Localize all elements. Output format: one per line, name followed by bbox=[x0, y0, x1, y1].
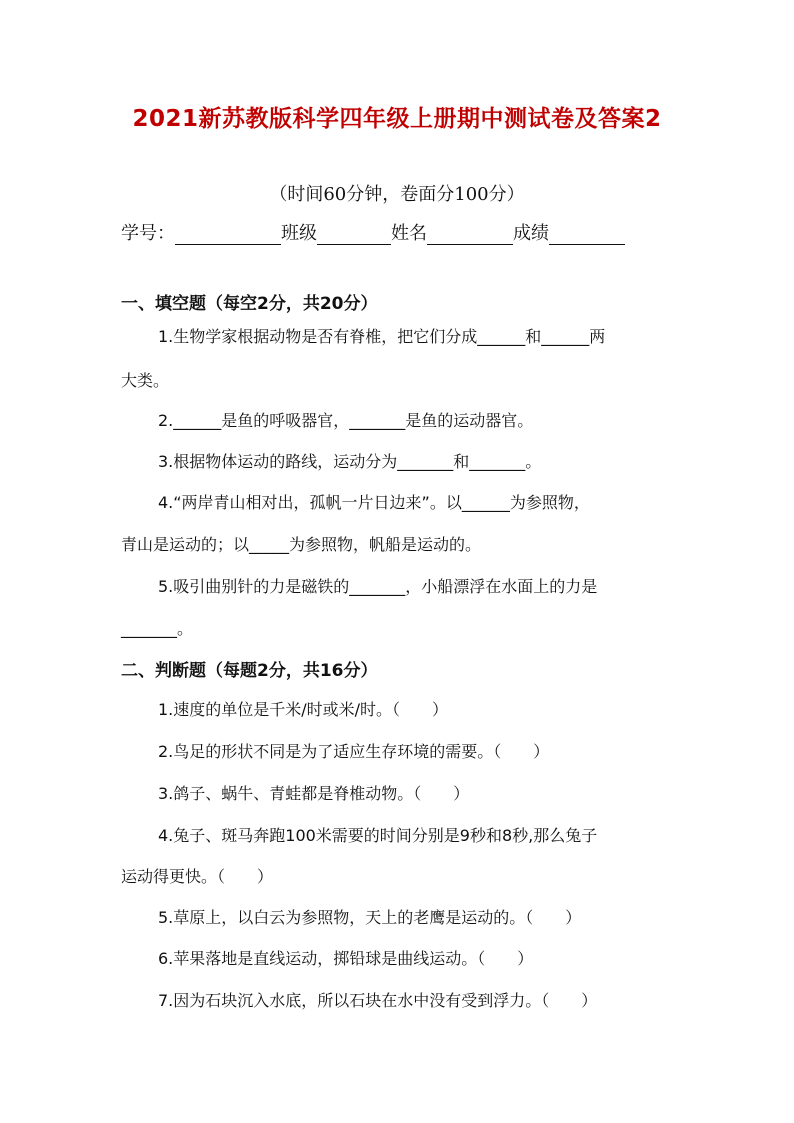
judge-q2: 2.鸟足的形状不同是为了适应生存环境的需要。（ ） bbox=[158, 742, 550, 761]
fill-q1-line1: 1.生物学家根据动物是否有脊椎，把它们分成______和______两 bbox=[158, 327, 606, 346]
score-label: 成绩 bbox=[513, 223, 549, 244]
score-blank[interactable] bbox=[549, 224, 625, 245]
fill-q4-line2: 青山是运动的；以_____为参照物，帆船是运动的。 bbox=[121, 535, 482, 554]
name-label: 姓名 bbox=[391, 223, 427, 244]
section-1-heading: 一、填空题（每空2分，共20分） bbox=[121, 294, 378, 314]
judge-q5: 5.草原上，以白云为参照物，天上的老鹰是运动的。（ ） bbox=[158, 908, 582, 927]
judge-q7: 7.因为石块沉入水底，所以石块在水中没有受到浮力。（ ） bbox=[158, 991, 598, 1010]
judge-q3: 3.鸽子、蜗牛、青蛙都是脊椎动物。（ ） bbox=[158, 784, 470, 803]
section-2-heading: 二、判断题（每题2分，共16分） bbox=[121, 661, 378, 681]
student-info-line bbox=[121, 219, 625, 245]
exam-title: 2021新苏教版科学四年级上册期中测试卷及答案2 bbox=[132, 106, 662, 132]
judge-q4-line1: 4.兔子、斑马奔跑100米需要的时间分别是9秒和8秒,那么兔子 bbox=[158, 826, 598, 845]
class-label: 班级 bbox=[281, 223, 317, 244]
fill-q4-line1: 4.“两岸青山相对出，孤帆一片日边来”。以______为参照物， bbox=[158, 493, 590, 512]
exam-subtitle: （时间60分钟，卷面分100分） bbox=[269, 184, 525, 205]
name-blank[interactable] bbox=[427, 224, 513, 245]
judge-q1: 1.速度的单位是千米/时或米/时。（ ） bbox=[158, 700, 449, 719]
fill-q3: 3.根据物体运动的路线，运动分为_______和_______。 bbox=[158, 452, 542, 471]
fill-q2: 2.______是鱼的呼吸器官，_______是鱼的运动器官。 bbox=[158, 411, 534, 430]
judge-q6: 6.苹果落地是直线运动，掷铅球是曲线运动。（ ） bbox=[158, 949, 534, 968]
student-id-label: 学号： bbox=[121, 223, 175, 244]
fill-q5-line2: _______。 bbox=[121, 619, 194, 638]
fill-q5-line1: 5.吸引曲别针的力是磁铁的_______，小船漂浮在水面上的力是 bbox=[158, 577, 598, 596]
student-id-blank[interactable] bbox=[175, 224, 281, 245]
class-blank[interactable] bbox=[317, 224, 391, 245]
judge-q4-line2: 运动得更快。（ ） bbox=[121, 867, 274, 886]
fill-q1-line2: 大类。 bbox=[121, 371, 170, 390]
